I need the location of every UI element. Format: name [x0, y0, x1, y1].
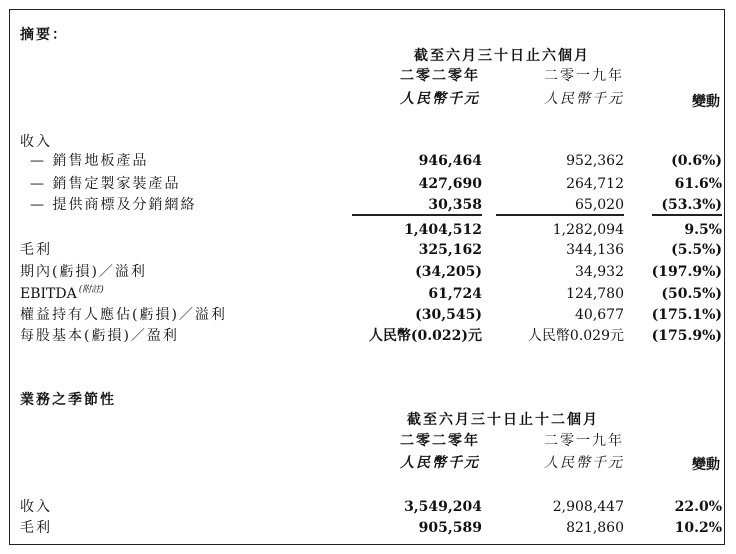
- row-label: 權益持有人應佔(虧損)／溢利: [20, 307, 227, 323]
- row-value-2019: 264,712: [566, 176, 624, 192]
- seasonality-unit-2019: 人民幣千元: [544, 455, 624, 471]
- row-change: 10.2%: [674, 520, 722, 536]
- row-change: (50.5%): [661, 286, 722, 302]
- row-value-2019: 821,860: [566, 520, 624, 536]
- row-label: EBITDA: [20, 286, 77, 302]
- row-value-2019: 34,932: [575, 264, 624, 280]
- seasonality-unit-2020: 人民幣千元: [400, 455, 480, 471]
- subtotal-rule-2020: [352, 214, 482, 216]
- row-value-2020: 61,724: [428, 286, 482, 302]
- row-label: — 銷售地板產品: [30, 153, 149, 169]
- row-value-2020: (30,545): [415, 307, 482, 323]
- row-value-2019: 124,780: [566, 286, 624, 302]
- summary-unit-2019: 人民幣千元: [544, 91, 624, 107]
- row-label: 每股基本(虧損)／盈利: [20, 328, 179, 344]
- row-label: — 銷售定製家裝產品: [30, 176, 181, 192]
- row-label: 毛利: [20, 520, 52, 536]
- revenue-total-2020: 1,404,512: [404, 222, 482, 238]
- row-value-2019: 40,677: [575, 307, 624, 323]
- row-change: (197.9%): [651, 264, 722, 280]
- row-change: (53.3%): [661, 197, 722, 213]
- summary-heading: 摘要：: [20, 27, 68, 43]
- row-change: (0.6%): [671, 153, 722, 169]
- ebitda-note: (附註): [78, 285, 104, 296]
- revenue-total-2019: 1,282,094: [552, 222, 624, 238]
- seasonality-period-header: 截至六月三十日止十二個月: [407, 412, 599, 428]
- summary-unit-2020: 人民幣千元: [400, 91, 480, 107]
- row-value-2019: 2,908,447: [552, 499, 624, 515]
- summary-period-header: 截至六月三十日止六個月: [414, 48, 590, 64]
- row-value-2019: 人民幣0.029元: [527, 328, 624, 344]
- row-value-2020: 905,589: [418, 520, 482, 536]
- row-value-2020: 3,549,204: [404, 499, 482, 515]
- row-change: (175.1%): [651, 307, 722, 323]
- subtotal-rule-2019: [496, 214, 624, 216]
- summary-col-2019: 二零一九年: [544, 68, 624, 84]
- summary-revenue-label: 收入: [20, 134, 52, 150]
- revenue-total-change: 9.5%: [684, 222, 722, 238]
- row-value-2020: 30,358: [428, 197, 482, 213]
- seasonality-col-2019: 二零一九年: [544, 433, 624, 449]
- row-change: (5.5%): [671, 242, 722, 258]
- row-value-2020: 946,464: [418, 153, 482, 169]
- row-value-2020: (34,205): [415, 264, 482, 280]
- row-label: 期內(虧損)／溢利: [20, 264, 147, 280]
- seasonality-col-2020: 二零二零年: [400, 433, 480, 449]
- row-value-2019: 344,136: [566, 242, 624, 258]
- row-change: 22.0%: [674, 499, 722, 515]
- row-value-2019: 65,020: [575, 197, 624, 213]
- summary-col-2020: 二零二零年: [400, 68, 480, 84]
- ebitda-label-wrap: [20, 285, 104, 303]
- row-value-2020: 325,162: [418, 242, 482, 258]
- row-change: (175.9%): [651, 328, 722, 344]
- row-value-2020: 人民幣(0.022)元: [368, 328, 482, 344]
- subtotal-rule-change: [652, 214, 722, 216]
- row-label: — 提供商標及分銷網絡: [30, 197, 197, 213]
- row-value-2019: 952,362: [566, 153, 624, 169]
- seasonality-heading: 業務之季節性: [20, 392, 116, 408]
- row-label: 收入: [20, 499, 52, 515]
- row-value-2020: 427,690: [418, 176, 482, 192]
- row-change: 61.6%: [674, 176, 722, 192]
- seasonality-change-header: 變動: [692, 457, 720, 473]
- row-label: 毛利: [20, 242, 52, 258]
- summary-change-header: 變動: [692, 94, 720, 110]
